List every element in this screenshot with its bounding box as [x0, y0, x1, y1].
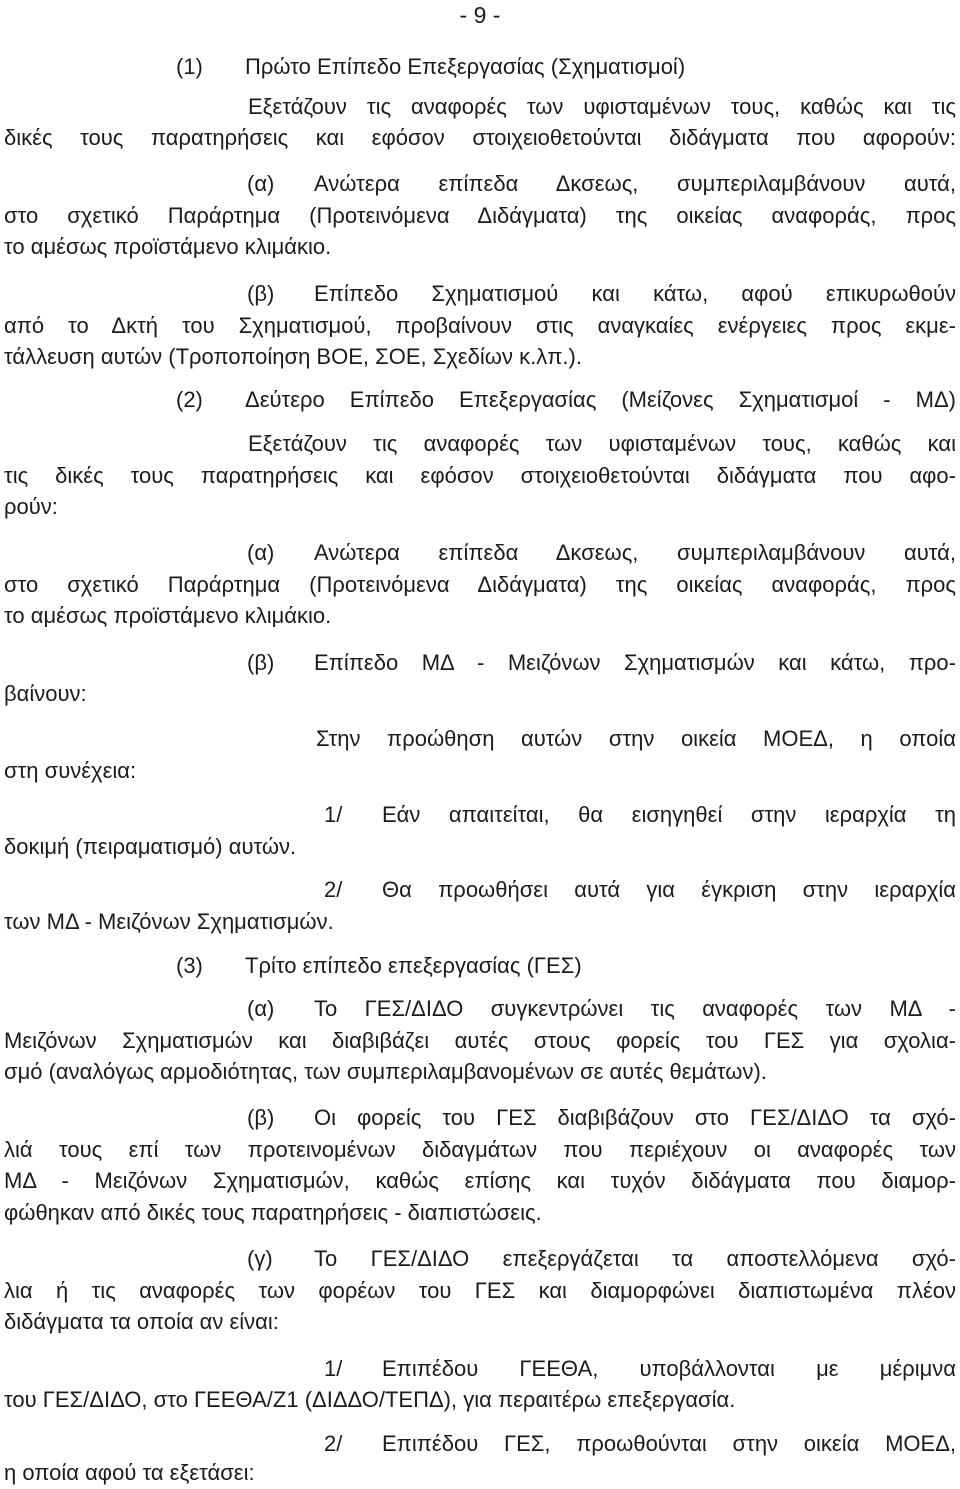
item-marker: (α) — [247, 540, 275, 565]
item-marker: (β) — [247, 281, 275, 306]
paragraph-line: το αμέσως προϊστάμενο κλιμάκιο. — [4, 603, 332, 628]
paragraph-line: φώθηκαν από δικές τους παρατηρήσεις - διαπιστώσεις. — [4, 1200, 542, 1225]
item-marker: 1/ — [324, 1356, 343, 1381]
item-marker: (β) — [247, 1105, 275, 1130]
paragraph-line: λιά τους επί των προτεινομένων διδαγμάτων που περιέχουν οι αναφορές των — [4, 1137, 956, 1162]
paragraph-line: τις δικές τους παρατηρήσεις και εφόσον στοιχειοθετούνται διδάγματα που αφο- — [4, 463, 956, 488]
paragraph-line: στη συνέχεια: — [4, 758, 137, 783]
paragraph-line: στο σχετικό Παράρτημα (Προτεινόμενα Διδάγματα) της οικείας αναφοράς, προς — [4, 572, 956, 597]
paragraph-line: Εξετάζουν τις αναφορές των υφισταμένων τους, καθώς και τις — [248, 94, 956, 119]
section-2-title: Δεύτερο Επίπεδο Επεξεργασίας (Μείζονες Σχηματισμοί - ΜΔ) — [245, 387, 956, 412]
paragraph-line: Εάν απαιτείται, θα εισηγηθεί στην ιεραρχία τη — [382, 802, 956, 827]
paragraph-line: δικές τους παρατηρήσεις και εφόσον στοιχειοθετούνται διδάγματα που αφορούν: — [4, 125, 956, 150]
item-marker: 2/ — [324, 877, 343, 902]
paragraph-line: Ανώτερα επίπεδα Δκσεως, συμπεριλαμβάνουν αυτά, — [314, 540, 956, 565]
paragraph-line: τάλλευση αυτών (Τροποποίηση ΒΟΕ, ΣΟΕ, Σχεδίων κ.λπ.). — [4, 344, 582, 369]
paragraph-line: Εξετάζουν τις αναφορές των υφισταμένων τους, καθώς και — [248, 431, 956, 456]
section-2-marker: (2) — [176, 387, 203, 412]
paragraph-line: διδάγματα τα οποία αν είναι: — [4, 1309, 279, 1334]
section-3-title: Τρίτο επίπεδο επεξεργασίας (ΓΕΣ) — [245, 953, 582, 978]
paragraph-line: των ΜΔ - Μειζόνων Σχηματισμών. — [4, 909, 334, 934]
paragraph-line: Ανώτερα επίπεδα Δκσεως, συμπεριλαμβάνουν αυτά, — [314, 171, 956, 196]
paragraph-line: Επιπέδου ΓΕΕΘΑ, υποβάλλονται με μέριμνα — [382, 1356, 956, 1381]
paragraph-line: του ΓΕΣ/ΔΙΔΟ, στο ΓΕΕΘΑ/Ζ1 (ΔΙΔΔΟ/ΤΕΠΔ), για περαιτέρω επεξεργασία. — [4, 1387, 736, 1412]
item-marker: 1/ — [324, 802, 343, 827]
paragraph-line: λια ή τις αναφορές των φορέων του ΓΕΣ και διαμορφώνει διαπιστωμένα πλέον — [4, 1278, 956, 1303]
paragraph-line: Οι φορείς του ΓΕΣ διαβιβάζουν στο ΓΕΣ/ΔΙΔΟ τα σχό- — [314, 1105, 956, 1130]
paragraph-line: Επιπέδου ΓΕΣ, προωθούνται στην οικεία ΜΟΕΔ, — [382, 1431, 956, 1456]
section-1-title: Πρώτο Επίπεδο Επεξεργασίας (Σχηματισμοί) — [245, 54, 686, 79]
paragraph-line: Θα προωθήσει αυτά για έγκριση στην ιεραρχία — [382, 877, 956, 902]
paragraph-line: Το ΓΕΣ/ΔΙΔΟ επεξεργάζεται τα αποστελλόμενα σχό- — [314, 1246, 956, 1271]
paragraph-line: η οποία αφού τα εξετάσει: — [4, 1460, 255, 1485]
item-marker: 2/ — [324, 1431, 343, 1456]
paragraph-line: Επίπεδο Σχηματισμού και κάτω, αφού επικυρωθούν — [314, 281, 956, 306]
section-3-marker: (3) — [176, 953, 203, 978]
paragraph-line: το αμέσως προϊστάμενο κλιμάκιο. — [4, 234, 332, 259]
paragraph-line: Το ΓΕΣ/ΔΙΔΟ συγκεντρώνει τις αναφορές των ΜΔ - — [314, 996, 956, 1021]
paragraph-line: στο σχετικό Παράρτημα (Προτεινόμενα Διδάγματα) της οικείας αναφοράς, προς — [4, 203, 956, 228]
item-marker: (β) — [247, 650, 275, 675]
paragraph-line: Μειζόνων Σχηματισμών και διαβιβάζει αυτές στους φορείς του ΓΕΣ για σχολια- — [4, 1028, 956, 1053]
item-marker: (α) — [247, 171, 275, 196]
item-marker: (α) — [247, 996, 275, 1021]
paragraph-line: από το Δκτή του Σχηματισμού, προβαίνουν στις αναγκαίες ενέργειες προς εκμε- — [4, 313, 956, 338]
section-1-marker: (1) — [176, 54, 203, 79]
paragraph-line: Στην προώθηση αυτών στην οικεία ΜΟΕΔ, η οποία — [316, 726, 956, 751]
paragraph-line: ρούν: — [4, 494, 58, 519]
page-number: - 9 - — [459, 2, 501, 28]
paragraph-line: βαίνουν: — [4, 681, 87, 706]
item-marker: (γ) — [247, 1246, 273, 1271]
paragraph-line: Επίπεδο ΜΔ - Μειζόνων Σχηματισμών και κάτω, προ- — [314, 650, 956, 675]
paragraph-line: σμό (αναλόγως αρμοδιότητας, των συμπεριλαμβανομένων σε αυτές θεμάτων). — [4, 1059, 767, 1084]
paragraph-line: δοκιμή (πειραματισμό) αυτών. — [4, 834, 297, 859]
paragraph-line: ΜΔ - Μειζόνων Σχηματισμών, καθώς επίσης και τυχόν διδάγματα που διαμορ- — [4, 1168, 956, 1193]
